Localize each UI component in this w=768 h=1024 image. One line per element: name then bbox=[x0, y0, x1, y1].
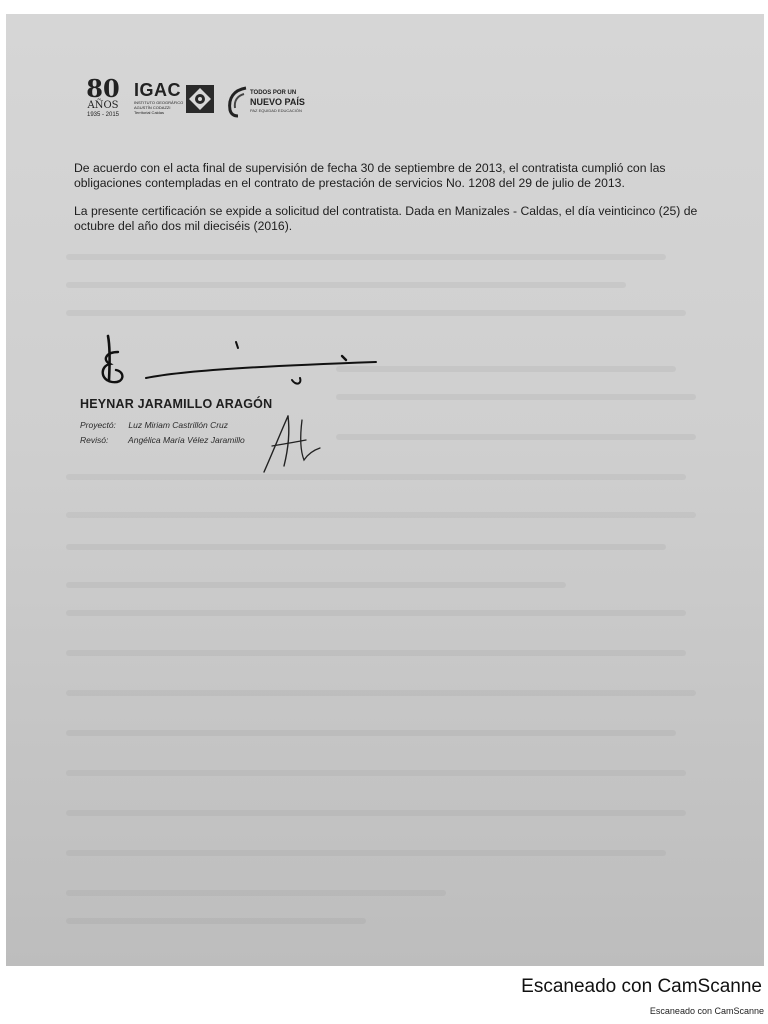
prepared-by-line bbox=[80, 420, 228, 430]
reviewer-initials bbox=[258, 410, 328, 476]
header-logos bbox=[80, 74, 320, 128]
prepared-by-label: Proyectó: bbox=[80, 420, 116, 430]
igac-territorial: Territorial Caldas bbox=[134, 110, 165, 115]
anniversary-years: 1935 - 2015 bbox=[86, 112, 120, 118]
anniversary-logo bbox=[80, 74, 126, 126]
coat-of-arms-icon bbox=[185, 84, 215, 114]
prepared-by-name: Luz Miriam Castrillón Cruz bbox=[128, 420, 229, 430]
anniversary-number: 80 bbox=[86, 74, 120, 103]
slogan-line-2: NUEVO PAÍS bbox=[250, 97, 305, 107]
reviewed-by-line bbox=[80, 435, 245, 445]
scanned-page bbox=[6, 14, 764, 966]
reviewed-by-label: Revisó: bbox=[80, 435, 109, 445]
camscanner-watermark: Escaneado con CamScanne bbox=[521, 976, 762, 997]
igac-subtitle: INSTITUTO GEOGRÁFICO AGUSTÍN CODAZZI bbox=[134, 100, 184, 110]
camscanner-watermark-small: Escaneado con CamScanne bbox=[649, 1006, 764, 1016]
body-paragraph-1: De acuerdo con el acta final de supervisión de fecha 30 de septiembre de 2013, el contratista cumplió con las obligaciones contempladas en el contrato de prestación de servicios No. 1208 del 29 de julio de 2013. bbox=[74, 161, 666, 190]
handwritten-signature bbox=[96, 330, 386, 394]
igac-name: IGAC bbox=[134, 80, 181, 100]
igac-logo bbox=[134, 80, 184, 126]
reviewed-by-name: Angélica María Vélez Jaramillo bbox=[128, 435, 245, 445]
slogan-line-3: PAZ EQUIDAD EDUCACIÓN bbox=[250, 108, 302, 113]
signer-name: HEYNAR JARAMILLO ARAGÓN bbox=[80, 397, 273, 411]
slogan-line-1: TODOS POR UN bbox=[250, 90, 297, 96]
anniversary-label: AÑOS bbox=[87, 100, 119, 111]
colombia-flag-swoosh-icon bbox=[226, 86, 248, 118]
government-slogan-logo bbox=[226, 84, 321, 120]
body-paragraph-2: La presente certificación se expide a solicitud del contratista. Dada en Manizales - Caldas, el día veinticinco (25) de octubre del año dos mil dieciséis (2016). bbox=[74, 204, 698, 233]
